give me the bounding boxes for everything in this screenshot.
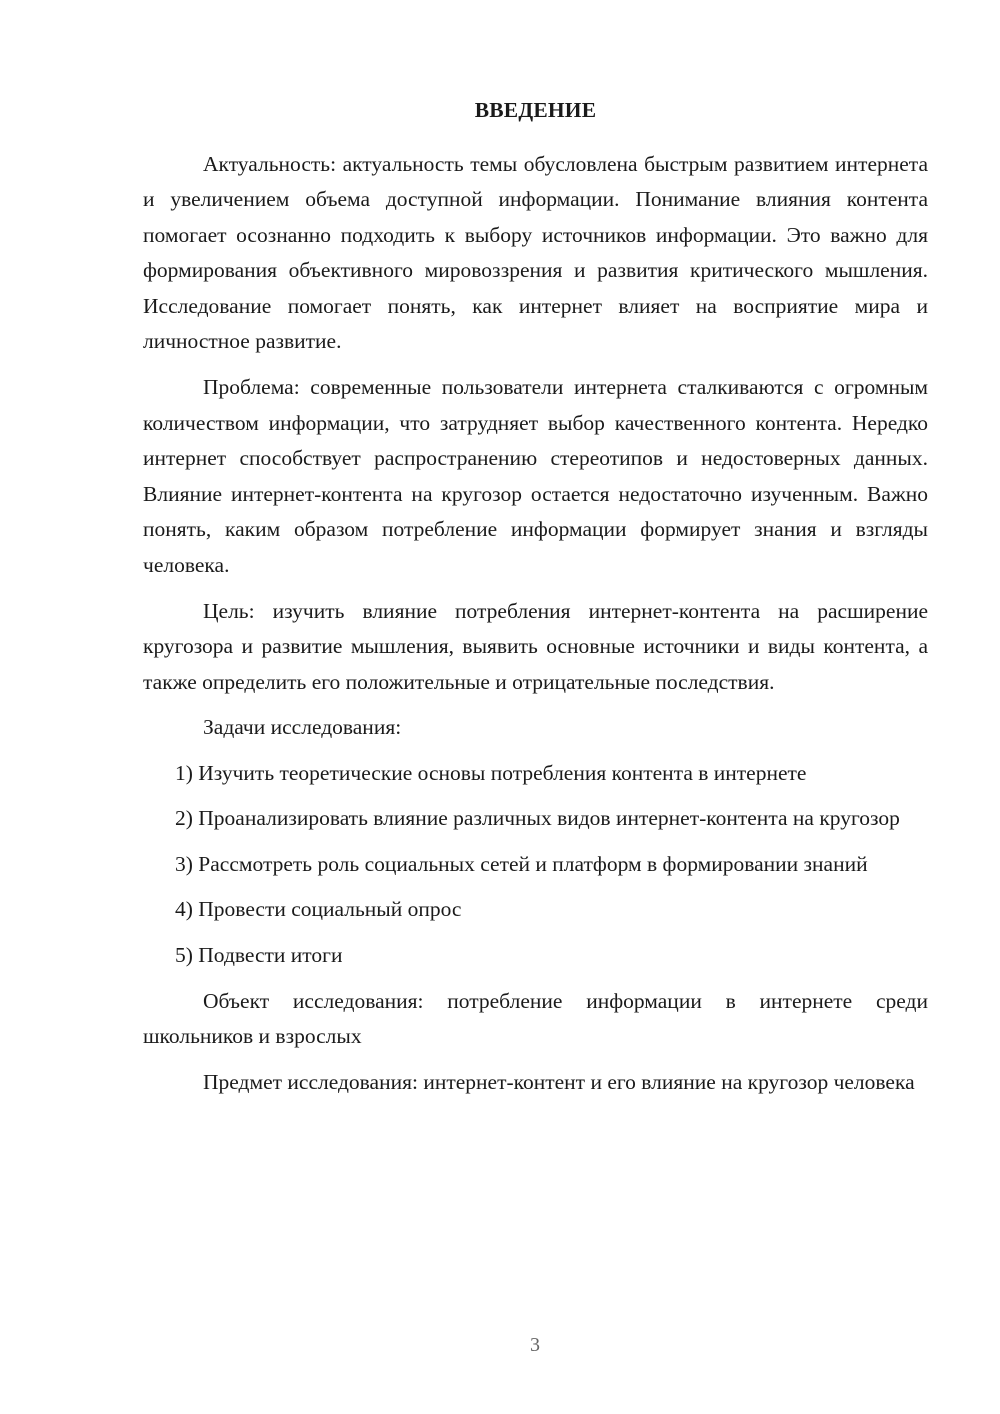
relevance-paragraph: Актуальность: актуальность темы обусловлена быстрым развитием интернета и увеличением объема доступной информации. Понимание влияния контента помогает осознанно подходить к выбору источников информации. Это важно для формирования объективного мировоззрения и развития критического мышления. Исследование помогает понять, как интернет влияет на восприятие мира и личностное развитие. xyxy=(143,151,928,353)
problem-paragraph: Проблема: современные пользователи интернета сталкиваются с огромным количеством информации, что затрудняет выбор качественного контента. Нередко интернет способствует распространению стереотипов и недостоверных данных. Влияние интернет-контента на кругозор остается недостаточно изученным. Важно понять, каким образом потребление информации формирует знания и взгляды человека. xyxy=(143,375,928,577)
task-item: 2) Проанализировать влияние различных видов интернет-контента на кругозор xyxy=(175,806,900,830)
page-number: 3 xyxy=(530,1334,540,1356)
goal-paragraph: Цель: изучить влияние потребления интернет-контента на расширение кругозора и развитие мышления, выявить основные источники и виды контента, а также определить его положительные и отрицательные последствия. xyxy=(143,598,928,694)
task-item: 5) Подвести итоги xyxy=(175,942,343,967)
task-item: 3) Рассмотреть роль социальных сетей и платформ в формировании знаний xyxy=(175,851,868,876)
document-page xyxy=(143,93,928,1101)
tasks-list xyxy=(143,756,928,974)
section-title: ВВЕДЕНИЕ xyxy=(474,98,597,122)
object-paragraph: Объект исследования: потребление информации в интернете среди школьников и взрослых xyxy=(143,988,928,1048)
task-item: 4) Провести социальный опрос xyxy=(175,897,462,921)
tasks-heading: Задачи исследования: xyxy=(203,715,402,739)
subject-paragraph: Предмет исследования: интернет-контент и его влияние на кругозор человека xyxy=(203,1070,915,1094)
task-item: 1) Изучить теоретические основы потребления контента в интернете xyxy=(175,760,807,785)
